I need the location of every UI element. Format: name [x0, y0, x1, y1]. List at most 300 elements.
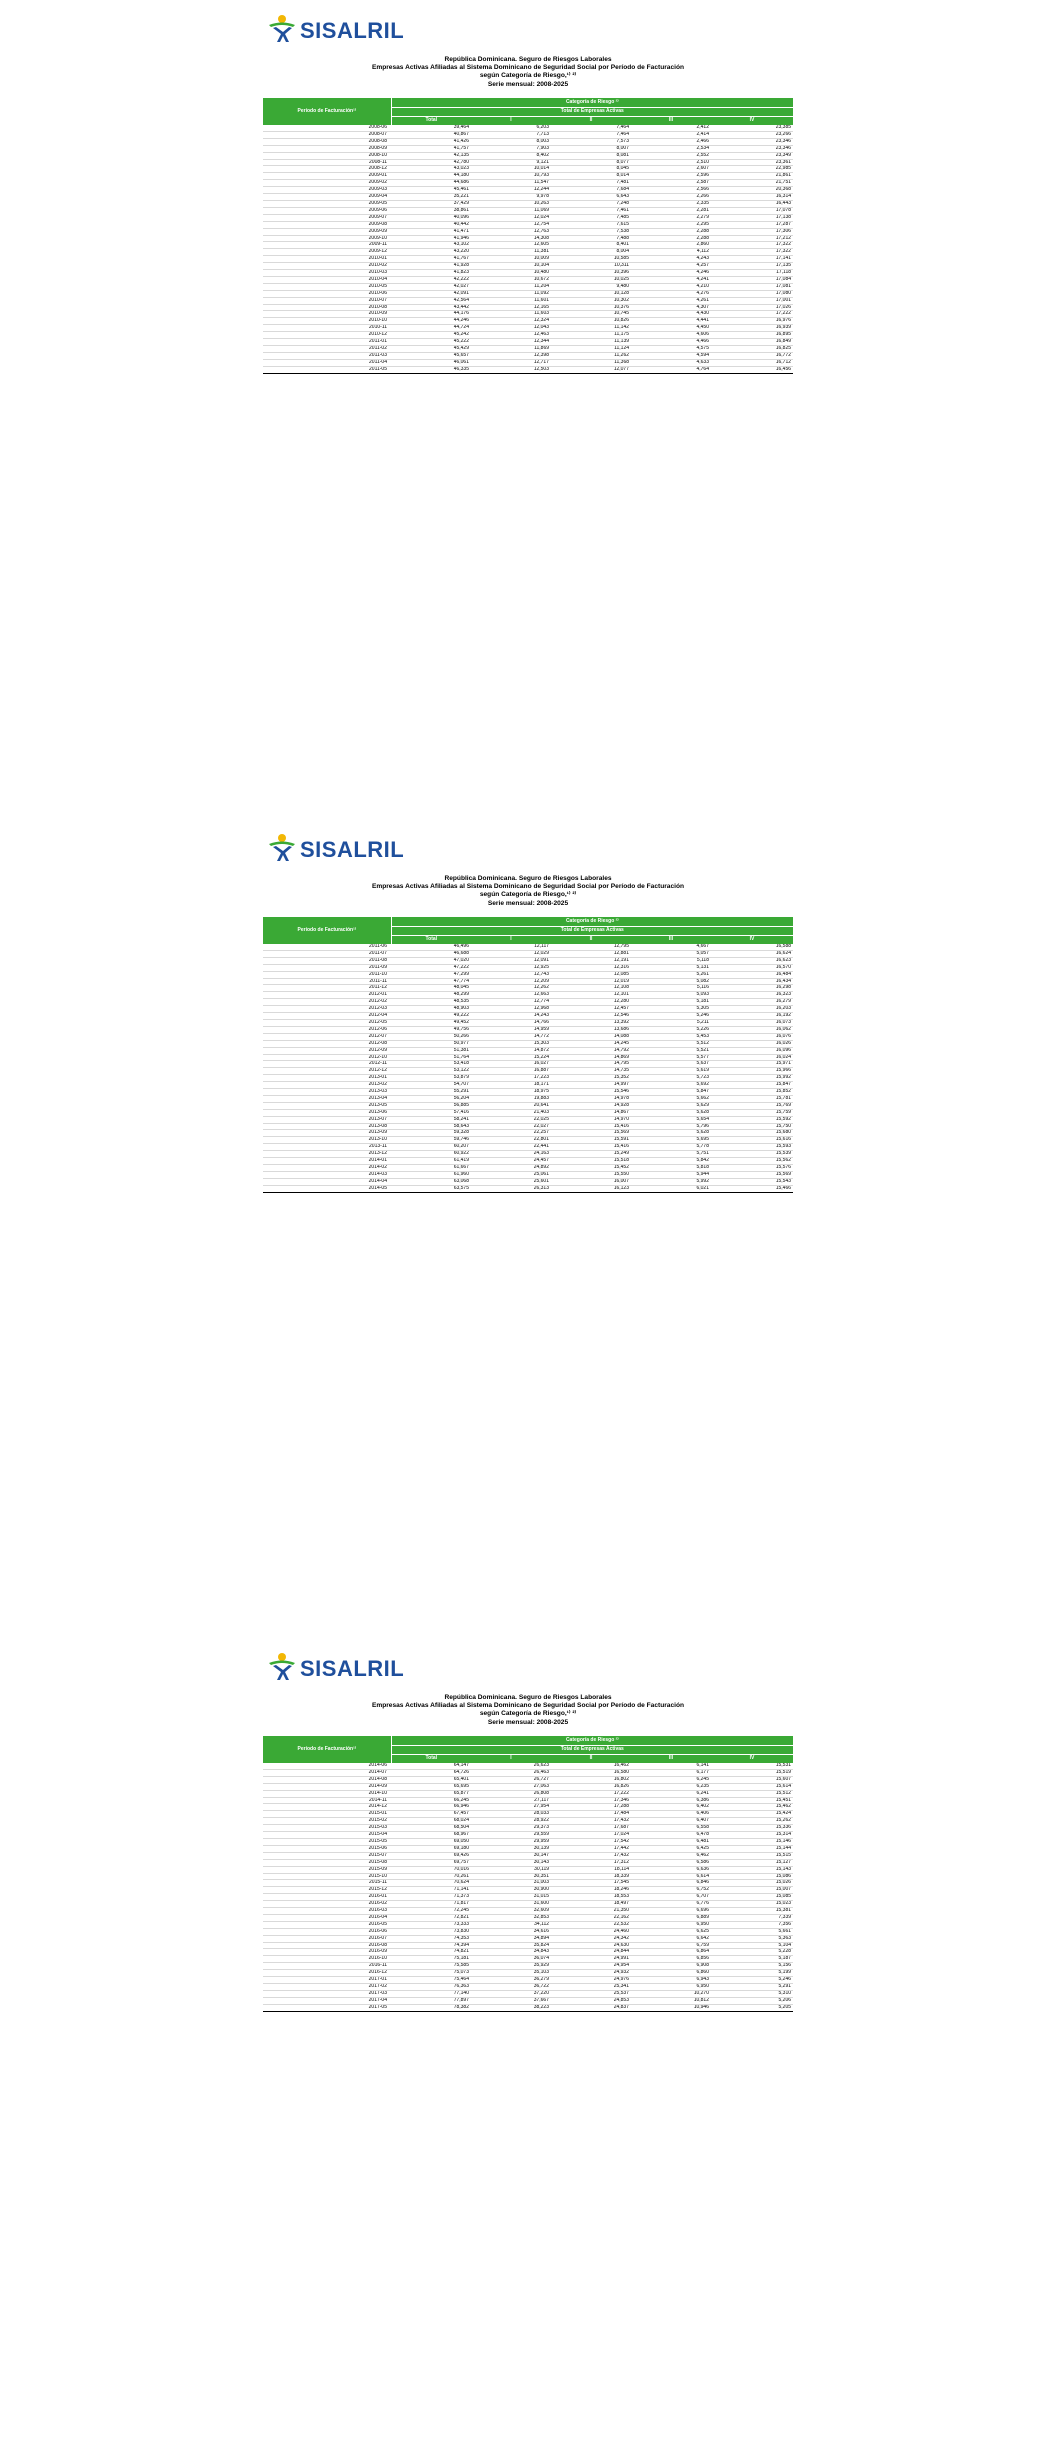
- cell-value: 15,007: [775, 1886, 792, 1893]
- cell-value: 45,222: [453, 338, 469, 345]
- cell-period: 2014-03: [368, 1171, 387, 1177]
- cell-value: 14,772: [533, 1033, 549, 1039]
- cell-value: 2,466: [696, 138, 709, 144]
- header-col-cat-ii: II: [551, 1755, 631, 1764]
- cell-value: 17,322: [775, 248, 792, 255]
- table-row: [263, 1116, 793, 1123]
- cell-value: 11,142: [614, 324, 629, 331]
- cell-value: 15,562: [775, 1157, 792, 1164]
- cell-value: 24,630: [613, 1942, 629, 1948]
- cell-value: 5,628: [696, 1129, 709, 1136]
- cell-period: 2013-03: [368, 1088, 387, 1095]
- cell-value: 24,976: [613, 1976, 629, 1983]
- cell-value: 27,063: [533, 1783, 549, 1789]
- cell-value: 2,414: [696, 131, 709, 137]
- cell-value: 44,724: [453, 324, 469, 331]
- cell-value: 2,266: [696, 193, 709, 200]
- cell-value: 34,616: [533, 1928, 549, 1934]
- cell-period: 2011-06: [369, 944, 387, 949]
- cell-value: 7,615: [616, 221, 629, 227]
- cell-value: 69,757: [453, 1859, 469, 1865]
- table-row: [263, 166, 793, 173]
- table-row: [263, 1102, 793, 1109]
- cell-value: 18,114: [614, 1866, 629, 1872]
- cell-value: 32,609: [533, 1907, 549, 1914]
- cell-value: 5,363: [778, 1935, 792, 1941]
- cell-value: 11,069: [534, 207, 549, 213]
- table-row: [263, 1977, 793, 1984]
- cell-value: 18,339: [613, 1873, 629, 1879]
- cell-value: 26,727: [533, 1776, 549, 1782]
- table-row: [263, 1089, 793, 1096]
- cell-value: 17,442: [613, 1845, 629, 1851]
- table-row: [263, 1811, 793, 1818]
- cell-value: 24,342: [613, 1935, 629, 1941]
- cell-value: 16,007: [613, 1178, 629, 1184]
- sisalril-logo-mark-icon: [267, 1652, 297, 1682]
- table-body: [263, 1763, 793, 2011]
- cell-value: 15,451: [775, 1797, 792, 1803]
- cell-period: 2011-04: [369, 359, 387, 365]
- cell-value: 15,416: [613, 1143, 629, 1150]
- cell-value: 6,203: [536, 125, 549, 130]
- cell-value: 22,162: [613, 1914, 629, 1920]
- cell-value: 2,281: [696, 207, 709, 213]
- table-row: [263, 1790, 793, 1797]
- cell-value: 46,496: [453, 944, 469, 949]
- table-row: [263, 318, 793, 325]
- table-row: [263, 242, 793, 249]
- cell-period: 2017-05: [368, 2004, 387, 2010]
- cell-value: 5,205: [778, 2004, 792, 2010]
- cell-value: 26,623: [533, 1763, 549, 1768]
- cell-value: 14,795: [613, 1060, 629, 1067]
- cell-value: 49,756: [453, 1026, 469, 1032]
- cell-value: 10,263: [533, 200, 549, 206]
- table-row: [263, 1921, 793, 1928]
- header-col-cat-ii: II: [551, 117, 631, 126]
- table-row: [263, 1776, 793, 1783]
- cell-period: 2009-12: [368, 248, 387, 255]
- cell-value: 43,023: [453, 165, 469, 172]
- report-title-line1: República Dominicana. Seguro de Riesgos Laborales: [444, 1694, 612, 1701]
- header-col-cat-iv: IV: [711, 936, 793, 945]
- cell-value: 4,261: [696, 297, 709, 303]
- cell-value: 4,243: [696, 255, 709, 262]
- cell-value: 44,176: [453, 310, 469, 317]
- cell-value: 48,299: [453, 991, 469, 998]
- cell-value: 10,585: [613, 255, 629, 262]
- table-row: [263, 2004, 793, 2011]
- cell-period: 2011-12: [369, 984, 387, 991]
- report-series-label: Serie mensual: 2008-2025: [487, 81, 569, 88]
- cell-period: 2014-12: [368, 1803, 387, 1810]
- cell-period: 2013-11: [369, 1143, 387, 1150]
- cell-value: 2,279: [696, 214, 709, 220]
- cell-value: 6,021: [696, 1185, 709, 1191]
- table-row: [263, 1956, 793, 1963]
- cell-value: 12,398: [533, 352, 549, 358]
- cell-value: 17,306: [775, 228, 792, 234]
- table-row: [263, 1047, 793, 1054]
- cell-value: 6,696: [696, 1907, 709, 1914]
- cell-value: 72,245: [453, 1907, 469, 1914]
- header-period: Período de Facturación¹⁾: [263, 917, 391, 944]
- cell-period: 2016-10: [368, 1955, 387, 1962]
- header-col-cat-i: I: [471, 936, 551, 945]
- cell-period: 2013-05: [368, 1102, 387, 1108]
- cell-value: 75,181: [453, 1955, 469, 1962]
- cell-period: 2010-10: [368, 317, 387, 324]
- cell-value: 12,029: [533, 950, 549, 956]
- cell-value: 14,970: [613, 1116, 629, 1122]
- cell-value: 23,266: [775, 131, 792, 137]
- cell-value: 70,016: [453, 1866, 469, 1872]
- cell-value: 24,837: [613, 2004, 629, 2010]
- cell-value: 34,112: [534, 1921, 549, 1927]
- cell-value: 75,585: [453, 1962, 469, 1969]
- table-row: [263, 1838, 793, 1845]
- cell-value: 41,426: [453, 138, 469, 144]
- table-row: [263, 311, 793, 318]
- cell-value: 31,003: [533, 1879, 549, 1886]
- cell-value: 16,939: [775, 324, 792, 331]
- cell-value: 43,102: [453, 241, 469, 248]
- cell-value: 16,772: [775, 352, 792, 358]
- cell-period: 2014-06: [368, 1763, 387, 1768]
- cell-period: 2013-10: [368, 1136, 387, 1143]
- cell-value: 30,119: [534, 1866, 549, 1872]
- cell-value: 16,279: [775, 998, 792, 1005]
- cell-period: 2012-05: [368, 1019, 387, 1025]
- table-row: [263, 207, 793, 214]
- table-row: [263, 992, 793, 999]
- cell-value: 24,853: [613, 1997, 629, 2003]
- cell-value: 5,246: [778, 1976, 792, 1983]
- header-col-cat-iii: III: [631, 936, 711, 945]
- cell-value: 16,096: [775, 1047, 792, 1053]
- cell-value: 25,061: [533, 1171, 549, 1177]
- table-row: [263, 1990, 793, 1997]
- table-row: [263, 1109, 793, 1116]
- cell-period: 2014-10: [368, 1790, 387, 1796]
- cell-period: 2008-07: [368, 131, 387, 137]
- cell-period: 2015-11: [369, 1879, 387, 1886]
- cell-period: 2009-10: [368, 235, 387, 241]
- cell-value: 2,552: [696, 152, 709, 158]
- cell-value: 15,546: [613, 1088, 629, 1095]
- report-title-line3: según Categoría de Riesgo,¹⁾ ²⁾: [479, 891, 577, 898]
- cell-value: 5,692: [696, 1081, 709, 1088]
- cell-period: 2015-10: [368, 1873, 387, 1879]
- cell-value: 58,643: [453, 1123, 469, 1129]
- cell-period: 2013-02: [368, 1081, 387, 1088]
- cell-value: 16,484: [775, 971, 792, 977]
- cell-value: 16,323: [775, 991, 792, 998]
- header-col-cat-i: I: [471, 117, 551, 126]
- cell-value: 69,180: [453, 1845, 469, 1851]
- cell-value: 5,521: [696, 1047, 709, 1053]
- cell-value: 15,992: [775, 1074, 792, 1081]
- cell-value: 5,577: [696, 1054, 709, 1060]
- table-row: [263, 1033, 793, 1040]
- cell-value: 18,246: [613, 1886, 629, 1893]
- cell-value: 6,425: [696, 1845, 709, 1851]
- cell-period: 2013-07: [368, 1116, 387, 1122]
- cell-value: 15,519: [775, 1769, 792, 1775]
- cell-period: 2017-01: [368, 1976, 387, 1983]
- document-page: [0, 0, 1056, 819]
- report-title-line1: República Dominicana. Seguro de Riesgos Laborales: [444, 56, 612, 63]
- cell-value: 5,093: [696, 991, 709, 998]
- cell-value: 8,014: [616, 172, 629, 179]
- cell-period: 2016-08: [368, 1942, 387, 1948]
- cell-period: 2009-11: [369, 241, 387, 248]
- cell-value: 12,763: [533, 228, 549, 234]
- cell-value: 15,336: [775, 1824, 792, 1831]
- cell-period: 2010-03: [368, 269, 387, 276]
- cell-value: 12,925: [533, 964, 549, 970]
- cell-value: 5,261: [696, 971, 709, 977]
- cell-value: 6,860: [696, 1969, 709, 1976]
- cell-period: 2010-05: [368, 283, 387, 289]
- cell-value: 15,614: [775, 1783, 792, 1789]
- logo-wordmark: SISALRIL: [300, 837, 405, 862]
- cell-value: 12,663: [533, 991, 549, 998]
- cell-value: 15,249: [613, 1150, 629, 1157]
- header-col-cat-i: I: [471, 1755, 551, 1764]
- cell-period: 2012-01: [368, 991, 387, 998]
- cell-value: 30,143: [533, 1859, 549, 1865]
- cell-value: 47,299: [453, 971, 469, 977]
- cell-value: 77,897: [453, 1997, 469, 2003]
- cell-value: 17,001: [775, 297, 792, 303]
- cell-value: 24,892: [533, 1164, 549, 1170]
- table-row: [263, 1082, 793, 1089]
- table-row: [263, 1942, 793, 1949]
- table-row: [263, 214, 793, 221]
- cell-period: 2015-12: [368, 1886, 387, 1893]
- cell-value: 48,045: [453, 984, 469, 991]
- cell-value: 11,124: [614, 345, 629, 351]
- cell-value: 4,575: [696, 345, 709, 351]
- cell-value: 12,795: [613, 944, 629, 949]
- cell-value: 2,510: [696, 159, 709, 165]
- table-row: [263, 1144, 793, 1151]
- table-row: [263, 1832, 793, 1839]
- cell-value: 2,335: [696, 200, 709, 206]
- cell-value: 19,883: [533, 1095, 549, 1101]
- document-page: [0, 819, 1056, 1638]
- cell-period: 2013-06: [368, 1109, 387, 1115]
- cell-value: 15,569: [613, 1129, 629, 1136]
- cell-value: 14,869: [613, 1054, 629, 1060]
- sisalril-logo: [267, 1652, 427, 1682]
- sisalril-logo-mark-icon: [267, 833, 297, 863]
- cell-value: 46,335: [453, 366, 469, 372]
- cell-period: 2013-04: [368, 1095, 387, 1101]
- cell-period: 2010-11: [369, 324, 387, 331]
- cell-value: 4,246: [696, 269, 709, 276]
- cell-period: 2009-05: [368, 200, 387, 206]
- cell-period: 2014-01: [368, 1157, 387, 1164]
- cell-value: 6,614: [696, 1873, 709, 1879]
- cell-value: 18,497: [613, 1900, 629, 1907]
- cell-period: 2016-03: [368, 1907, 387, 1914]
- table-row: [263, 978, 793, 985]
- cell-value: 15,144: [775, 1845, 792, 1851]
- cell-value: 5,944: [696, 1171, 709, 1177]
- cell-period: 2014-08: [368, 1776, 387, 1782]
- cell-period: 2012-11: [369, 1060, 387, 1067]
- cell-value: 53,122: [453, 1067, 469, 1074]
- cell-value: 6,625: [696, 1928, 709, 1934]
- cell-value: 38,223: [533, 2004, 549, 2010]
- cell-value: 15,550: [613, 1171, 629, 1177]
- cell-value: 12,191: [613, 957, 629, 963]
- table-row: [263, 304, 793, 311]
- cell-value: 65,401: [453, 1776, 469, 1782]
- cell-period: 2011-08: [369, 957, 387, 963]
- cell-period: 2014-04: [368, 1178, 387, 1184]
- cell-value: 75,073: [453, 1969, 469, 1976]
- table-row: [263, 359, 793, 366]
- cell-value: 15,143: [775, 1866, 792, 1872]
- cell-value: 14,928: [613, 1102, 629, 1108]
- table-row: [263, 1165, 793, 1172]
- cell-value: 43,220: [453, 248, 469, 255]
- table-row: [263, 256, 793, 263]
- table-row: [263, 228, 793, 235]
- cell-value: 15,462: [775, 1803, 792, 1810]
- cell-value: 5,226: [696, 1026, 709, 1032]
- cell-value: 14,088: [613, 1033, 629, 1039]
- header-col-total: Total: [391, 936, 471, 945]
- cell-value: 2,534: [696, 145, 709, 151]
- cell-value: 12,077: [613, 366, 629, 372]
- cell-value: 6,950: [696, 1921, 709, 1927]
- cell-value: 16,580: [613, 1769, 629, 1775]
- cell-period: 2015-08: [368, 1859, 387, 1865]
- cell-value: 71,373: [453, 1893, 469, 1900]
- cell-value: 5,116: [696, 984, 709, 991]
- cell-value: 6,943: [696, 1976, 709, 1983]
- report-title-block: [263, 874, 793, 909]
- cell-value: 17,545: [613, 1879, 629, 1886]
- cell-period: 2011-10: [369, 971, 387, 977]
- cell-value: 15,381: [775, 1907, 792, 1914]
- cell-value: 4,307: [696, 304, 709, 310]
- cell-value: 12,743: [533, 971, 549, 977]
- cell-period: 2016-01: [368, 1893, 387, 1900]
- cell-value: 13,392: [613, 1019, 629, 1025]
- report-title-line2: Empresas Activas Afiliadas al Sistema Dominicano de Seguridad Social por Período de Facturación: [371, 64, 685, 71]
- cell-value: 24,991: [613, 1955, 629, 1962]
- cell-value: 4,633: [696, 359, 709, 365]
- cell-period: 2011-05: [369, 366, 387, 372]
- cell-value: 16,624: [775, 950, 792, 956]
- cell-value: 10,793: [533, 172, 549, 179]
- cell-value: 12,605: [533, 241, 549, 248]
- table-row: [263, 1928, 793, 1935]
- cell-value: 8,007: [616, 145, 629, 151]
- cell-value: 11,175: [614, 331, 629, 338]
- cell-period: 2010-06: [368, 290, 387, 296]
- cell-value: 64,147: [453, 1763, 469, 1768]
- cell-period: 2012-07: [368, 1033, 387, 1039]
- table-row: [263, 1061, 793, 1068]
- cell-value: 6,478: [696, 1831, 709, 1838]
- table-body: [263, 944, 793, 1192]
- cell-value: 7,538: [616, 228, 629, 234]
- cell-value: 12,043: [533, 324, 549, 331]
- cell-value: 12,463: [533, 331, 549, 338]
- cell-value: 18,975: [533, 1088, 549, 1095]
- cell-value: 16,849: [775, 338, 792, 345]
- cell-value: 27,954: [533, 1803, 549, 1810]
- cell-value: 12,881: [613, 950, 629, 956]
- cell-period: 2016-11: [369, 1962, 387, 1969]
- cell-value: 14,792: [613, 1047, 629, 1053]
- cell-value: 14,735: [613, 1067, 629, 1074]
- cell-value: 24,163: [533, 1150, 549, 1157]
- table-row: [263, 263, 793, 270]
- cell-period: 2015-06: [368, 1845, 387, 1851]
- cell-value: 50,266: [453, 1033, 469, 1039]
- cell-value: 16,895: [775, 331, 792, 338]
- cell-value: 8,402: [536, 152, 549, 158]
- cell-value: 22,025: [533, 1116, 549, 1122]
- cell-value: 71,141: [453, 1886, 469, 1893]
- table-row: [263, 1852, 793, 1859]
- cell-value: 4,450: [696, 324, 709, 331]
- cell-value: 5,637: [696, 1060, 709, 1067]
- table-row: [263, 159, 793, 166]
- cell-value: 5,654: [696, 1116, 709, 1122]
- header-col-total: Total: [391, 1755, 471, 1764]
- cell-value: 72,821: [453, 1914, 469, 1920]
- cell-value: 36,279: [533, 1976, 549, 1983]
- header-risk-category: Categoría de Riesgo ²⁾: [391, 98, 793, 108]
- cell-value: 8,077: [616, 159, 629, 165]
- cell-value: 61,419: [453, 1157, 469, 1164]
- cell-value: 26,463: [533, 1769, 549, 1775]
- cell-value: 48,903: [453, 1005, 469, 1012]
- cell-value: 35,103: [533, 1969, 549, 1976]
- cell-value: 10,745: [613, 310, 629, 317]
- cell-period: 2013-09: [368, 1129, 387, 1136]
- table-row: [263, 346, 793, 353]
- table-row: [263, 283, 793, 290]
- cell-value: 14,245: [613, 1040, 629, 1046]
- report-title-block: [263, 55, 793, 90]
- cell-period: 2015-09: [368, 1866, 387, 1872]
- cell-period: 2010-01: [368, 255, 387, 262]
- cell-value: 12,101: [613, 991, 629, 998]
- cell-value: 5,156: [778, 1962, 792, 1969]
- cell-value: 9,480: [616, 283, 629, 289]
- cell-value: 14,978: [613, 1095, 629, 1101]
- cell-value: 11,139: [614, 338, 629, 345]
- cell-value: 66,946: [453, 1803, 469, 1810]
- cell-value: 12,774: [533, 998, 549, 1005]
- cell-value: 6,950: [696, 1983, 709, 1989]
- table-row: [263, 1963, 793, 1970]
- cell-value: 12,968: [533, 1005, 549, 1012]
- cell-value: 7,356: [778, 1921, 792, 1927]
- table-row: [263, 1880, 793, 1887]
- cell-period: 2015-05: [368, 1838, 387, 1844]
